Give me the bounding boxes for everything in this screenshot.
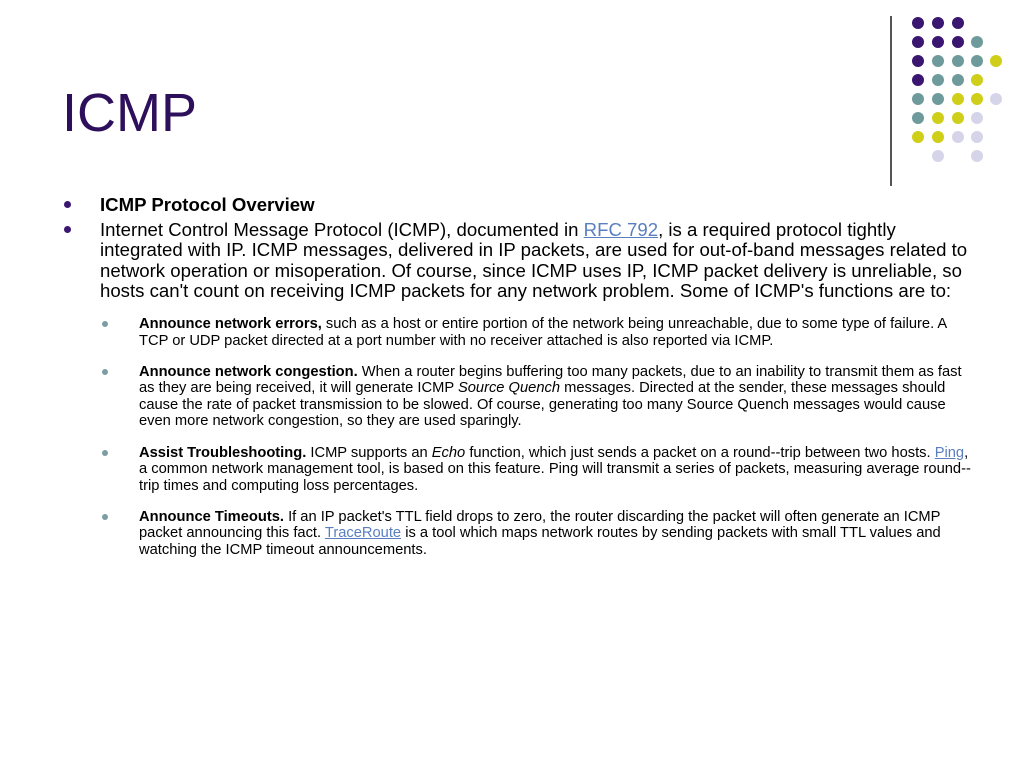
subbullet-text-b: function, which just sends a packet on a round--trip between two hosts. (465, 444, 935, 461)
dot (971, 74, 983, 86)
dot (971, 55, 983, 67)
traceroute-link[interactable]: TraceRoute (324, 525, 402, 542)
subbullet-text-b: is a tool which maps network routes by sending packets with small TTL values and watching the ICMP timeout announcements. (139, 525, 941, 558)
subbullet-dot-icon (102, 369, 108, 375)
dot (912, 17, 924, 29)
ping-link[interactable]: Ping (934, 444, 965, 461)
subbullet-troubleshooting (100, 445, 972, 495)
dot (912, 36, 924, 48)
dot (952, 112, 964, 124)
dot (971, 93, 983, 105)
subbullet-emphasis: Source Quench (457, 380, 560, 397)
subbullet-text-c: , a common network management tool, is based on this feature. Ping will transmit a series of packets, measuring average round--trip times and computing loss percentages. (139, 444, 971, 494)
dot (952, 93, 964, 105)
subbullet-dot-icon (102, 514, 108, 520)
dot (932, 150, 944, 162)
subbullet-network-errors (100, 316, 972, 349)
rfc-792-link[interactable]: RFC 792 (583, 218, 659, 240)
dot (952, 36, 964, 48)
bullet-protocol-overview (62, 195, 972, 216)
dot (932, 112, 944, 124)
subbullet-text: such as a host or entire portion of the network being unreachable, due to some type of failure. A TCP or UDP packet directed at a port number with no receiver attached is also reported via ICMP. (139, 316, 947, 349)
subbullet-lead: Announce Timeouts. (139, 508, 284, 525)
dot (971, 131, 983, 143)
slide-body (62, 195, 972, 561)
dot (912, 55, 924, 67)
bullet-dot-icon (64, 226, 71, 233)
dot (952, 55, 964, 67)
bullet-text-a: Internet Control Message Protocol (ICMP), documented in (100, 218, 584, 240)
dot (932, 93, 944, 105)
dot (952, 131, 964, 143)
subbullet-emphasis: Echo (431, 444, 466, 461)
subbullet-lead: Assist Troubleshooting. (139, 444, 307, 461)
dot (932, 36, 944, 48)
bullet-icmp-description (62, 220, 972, 302)
slide-title: ICMP (62, 83, 197, 143)
decorative-divider (890, 16, 892, 186)
subbullet-text-a: If an IP packet's TTL field drops to zero, the router discarding the packet will often generate an ICMP packet announcing this fact. (139, 508, 941, 542)
subbullet-lead: Announce network errors, (139, 316, 322, 333)
dot (932, 74, 944, 86)
dot (952, 74, 964, 86)
subbullet-timeouts (100, 509, 972, 559)
dot (932, 17, 944, 29)
dot (990, 55, 1002, 67)
bullet-text-b: , is a required protocol tightly integrated with IP. ICMP messages, delivered in IP packets, are used for out-of-band messages related to network operation or misoperation. Of course, since ICMP uses IP, ICMP packet delivery is unreliable, so hosts can't count on receiving ICMP packets for any network problem. Some of ICMP's functions are to: (100, 218, 968, 301)
dot (932, 131, 944, 143)
dot (971, 150, 983, 162)
dot (932, 55, 944, 67)
dot (912, 93, 924, 105)
dot (912, 131, 924, 143)
dot (912, 112, 924, 124)
dot (971, 36, 983, 48)
bullet-text: ICMP Protocol Overview (100, 194, 315, 215)
subbullet-dot-icon (102, 321, 108, 327)
subbullet-lead: Announce network congestion. (139, 363, 358, 380)
dot (912, 74, 924, 86)
dot (990, 93, 1002, 105)
subbullet-text-a: When a router begins buffering too many packets, due to an inability to transmit them as fast as they are being received, it will generate ICMP (139, 363, 962, 397)
dot (971, 112, 983, 124)
dot (952, 17, 964, 29)
subbullet-dot-icon (102, 450, 108, 456)
subbullet-network-congestion (100, 364, 972, 430)
subbullet-text-a: ICMP supports an (306, 444, 432, 461)
subbullet-text-b: messages. Directed at the sender, these messages should cause the rate of packet transmission to be slowed. Of course, generating too many Source Quench messages would cause even more network congestion, so they are used sparingly. (139, 380, 946, 430)
bullet-dot-icon (64, 201, 71, 208)
